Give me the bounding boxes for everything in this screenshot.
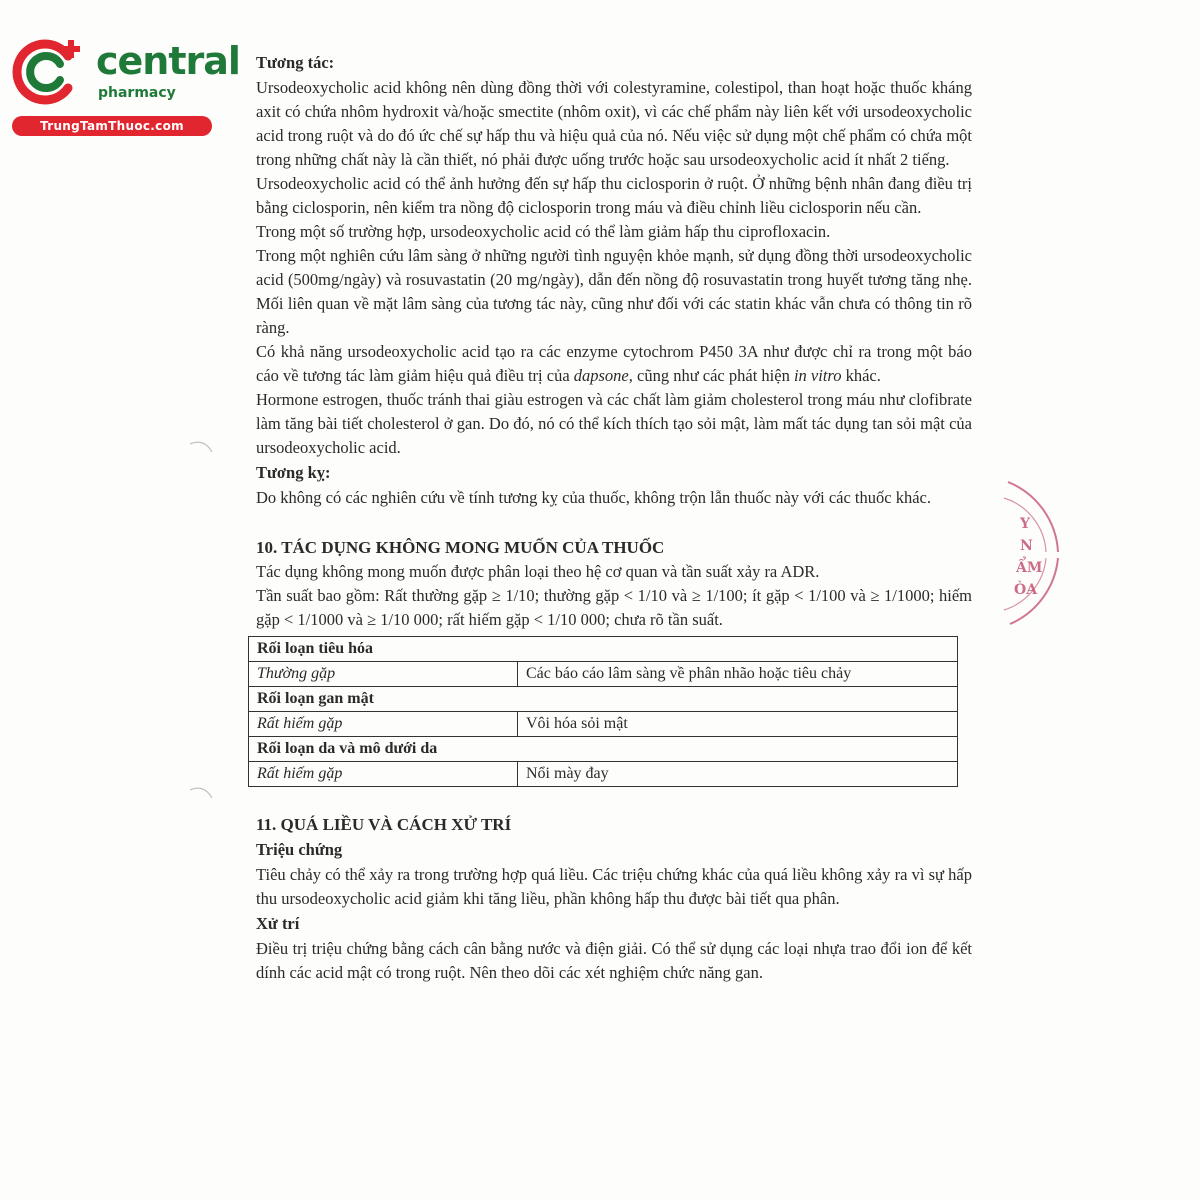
paragraph: Tác dụng không mong muốn được phân loại theo hệ cơ quan và tần suất xảy ra ADR. — [256, 562, 820, 581]
organ-group-cell: Rối loạn gan mật — [249, 687, 958, 712]
table-row — [249, 687, 958, 712]
text-segment: Có khả năng ursodeoxycholic acid tạo ra các enzyme cytochrom P450 3A như được chỉ ra trong một báo cáo về tương tác làm giảm hiệu quả điều trị của — [256, 342, 972, 385]
table-row — [249, 737, 958, 762]
text-segment: khác. — [841, 366, 881, 385]
stamp-text-line: N — [1020, 538, 1033, 554]
incompatibility-heading: Tương kỵ: — [256, 463, 331, 482]
italic-term: in vitro — [793, 366, 842, 385]
paragraph: Tần suất bao gồm: Rất thường gặp ≥ 1/10; thường gặp < 1/10 và ≥ 1/100; ít gặp < 1/100 và ≥ 1/1000; hiếm gặp < 1/1000 và ≥ 1/10 000; rất hiếm gặp < 1/10 000; chưa rõ tần suất. — [256, 586, 972, 629]
stamp-text-line: ẨM — [1016, 560, 1043, 576]
punch-mark-icon — [188, 438, 214, 460]
stamp-text-line: ÒA — [1014, 582, 1038, 598]
logo-name: central — [96, 39, 240, 83]
effect-cell: Vôi hóa sỏi mật — [518, 712, 958, 737]
punch-mark-icon — [188, 784, 214, 806]
table-row — [249, 712, 958, 737]
paragraph — [256, 340, 972, 388]
paragraph: Điều trị triệu chứng bằng cách cân bằng nước và điện giải. Có thể sử dụng các loại nhựa trao đổi ion để kết dính các acid mật có trong ruột. Nên theo dõi các xét nghiệm chức năng gan. — [256, 939, 972, 982]
pharmacy-logo-icon — [10, 36, 90, 106]
section-11-title: 11. QUÁ LIỀU VÀ CÁCH XỬ TRÍ — [256, 815, 512, 834]
interactions-heading: Tương tác: — [256, 53, 335, 72]
frequency-cell: Thường gặp — [249, 662, 518, 687]
paragraph: Ursodeoxycholic acid có thể ảnh hưởng đến sự hấp thu ciclosporin ở ruột. Ở những bệnh nhân đang điều trị bằng ciclosporin, nên kiểm tra nồng độ ciclosporin trong máu và điều chỉnh liều ciclosporin nếu cần. — [256, 174, 972, 217]
table-row — [249, 637, 958, 662]
symptoms-heading: Triệu chứng — [256, 840, 343, 859]
frequency-cell: Rất hiếm gặp — [249, 762, 518, 787]
organ-group-cell: Rối loạn da và mô dưới da — [249, 737, 958, 762]
section-10-title: 10. TÁC DỤNG KHÔNG MONG MUỐN CỦA THUỐC — [256, 538, 665, 557]
paragraph: Trong một nghiên cứu lâm sàng ở những người tình nguyện khỏe mạnh, sử dụng đồng thời ursodeoxycholic acid (500mg/ngày) và rosuvastatin (20 mg/ngày), dẫn đến nồng độ rosuvastatin trong huyết tương tăng nhẹ. Mối liên quan về mặt lâm sàng của tương tác này, cũng như đối với các statin khác vẫn chưa có thông tin rõ ràng. — [256, 246, 972, 337]
central-pharmacy-logo — [10, 36, 240, 136]
treatment-heading: Xử trí — [256, 914, 300, 933]
document-body — [256, 50, 972, 985]
official-stamp-fragment — [1000, 478, 1060, 628]
effect-cell: Nổi mày đay — [518, 762, 958, 787]
organ-group-cell: Rối loạn tiêu hóa — [249, 637, 958, 662]
table-row — [249, 662, 958, 687]
paragraph: Do không có các nghiên cứu về tính tương kỵ của thuốc, không trộn lẫn thuốc này với các thuốc khác. — [256, 488, 931, 507]
paragraph: Tiêu chảy có thể xảy ra trong trường hợp quá liều. Các triệu chứng khác của quá liều không xảy ra vì sự hấp thu ursodeoxycholic acid giảm khi tăng liều, phần không hấp thu được bài tiết qua phân. — [256, 865, 972, 908]
logo-website: TrungTamThuoc.com — [12, 116, 212, 136]
paragraph: Trong một số trường hợp, ursodeoxycholic acid có thể làm giảm hấp thu ciprofloxacin. — [256, 222, 831, 241]
logo-subtitle: pharmacy — [98, 85, 176, 101]
stamp-text-line: Y — [1020, 516, 1030, 532]
adverse-effects-table — [248, 636, 958, 787]
effect-cell: Các báo cáo lâm sàng về phân nhão hoặc tiêu chảy — [518, 662, 958, 687]
italic-term: dapsone — [573, 366, 629, 385]
paragraph: Hormone estrogen, thuốc tránh thai giàu estrogen và các chất làm giảm cholesterol trong máu như clofibrate làm tăng bài tiết cholesterol ở gan. Do đó, nó có thể kích thích tạo sỏi mật, làm mất tác dụng tan sỏi mật của ursodeoxycholic acid. — [256, 390, 972, 457]
paragraph: Ursodeoxycholic acid không nên dùng đồng thời với colestyramine, colestipol, than hoạt hoặc thuốc kháng axit có chứa nhôm hydroxit và/hoặc smectite (nhôm oxit), vì các chế phẩm này liên kết với ursodeoxycholic acid trong ruột và do đó ức chế sự hấp thu và hiệu quả của nó. Nếu việc sử dụng một chế phẩm có chứa một trong những chất này là cần thiết, nó phải được uống trước hoặc sau ursodeoxycholic acid ít nhất 2 tiếng. — [256, 78, 972, 169]
text-segment: , cũng như các phát hiện — [628, 366, 794, 385]
frequency-cell: Rất hiếm gặp — [249, 712, 518, 737]
table-row — [249, 762, 958, 787]
